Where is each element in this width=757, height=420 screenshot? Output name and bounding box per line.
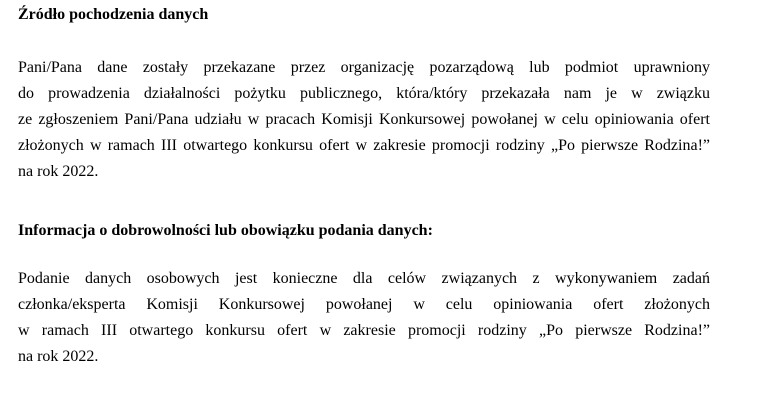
- paragraph-line: złożonych w ramach III otwartego konkursu ofert w zakresie promocji rodziny „Po pierwsze Rodzina!”: [18, 137, 710, 154]
- paragraph-line: Pani/Pana dane zostały przekazane przez organizację pozarządową lub podmiot uprawniony: [18, 59, 710, 76]
- section-heading-obligation: Informacja o dobrowolności lub obowiązku podania danych:: [18, 222, 433, 239]
- paragraph-line: w ramach III otwartego konkursu ofert w zakresie promocji rodziny „Po pierwsze Rodzina!”: [18, 322, 710, 339]
- paragraph-line: ze zgłoszeniem Pani/Pana udziału w pracach Komisji Konkursowej powołanej w celu opiniowania ofert: [18, 111, 710, 128]
- paragraph-line: do prowadzenia działalności pożytku publicznego, która/który przekazała nam je w związku: [18, 85, 710, 102]
- paragraph-line: Podanie danych osobowych jest konieczne dla celów związanych z wykonywaniem zadań: [18, 270, 710, 287]
- paragraph-line: na rok 2022.: [18, 163, 99, 180]
- paragraph-data-source: [18, 55, 710, 185]
- section-heading-data-source: Źródło pochodzenia danych: [18, 6, 209, 23]
- paragraph-line: na rok 2022.: [18, 348, 99, 365]
- paragraph-line: członka/eksperta Komisji Konkursowej powołanej w celu opiniowania ofert złożonych: [18, 296, 710, 313]
- paragraph-obligation: [18, 266, 710, 370]
